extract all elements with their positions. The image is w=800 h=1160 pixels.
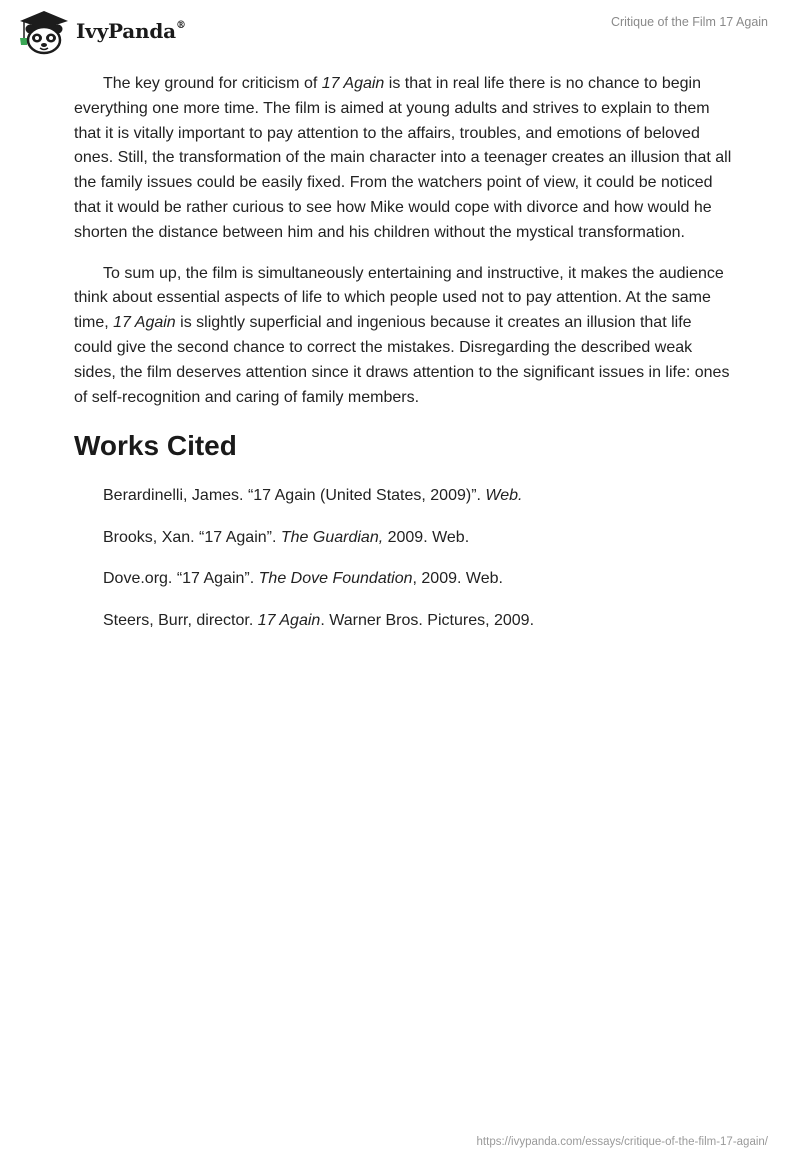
panda-graduate-icon (14, 7, 70, 55)
brand-logo[interactable] (14, 7, 186, 55)
brand-name: IvyPanda® (76, 19, 186, 43)
essay-content (74, 72, 734, 650)
film-title: 17 Again (113, 314, 176, 332)
citation-entry: Steers, Burr, director. 17 Again. Warner Bros. Pictures, 2009. (103, 611, 535, 629)
body-paragraph: To sum up, the film is simultaneously entertaining and instructive, it makes the audience think about essential aspects of life to which people used not to pay attention. At the same time, 17 Again is slightly superficial and ingenious because it creates an illusion that life could give the second chance to correct the mistakes. Disregarding the described weak sides, the film deserves attention since it draws attention to the significant issues in life: ones of self-recognition and caring of family members. (74, 264, 730, 406)
citation-entry: Brooks, Xan. “17 Again”. The Guardian, 2009. Web. (103, 528, 470, 546)
film-title: 17 Again (321, 75, 385, 92)
citation-entry: Dove.org. “17 Again”. The Dove Foundation, 2009. Web. (103, 570, 503, 588)
source-url-link[interactable]: https://ivypanda.com/essays/critique-of-the-film-17-again/ (476, 1136, 768, 1148)
body-paragraph: The key ground for criticism of 17 Again is that in real life there is no chance to begin everything one more time. The film is aimed at young adults and strives to explain to them that it is vitally important to pay attention to the affairs, troubles, and emotions of beloved ones. Still, the transformation of the main character into a teenager creates an illusion that all the family issues could be easily fixed. From the watchers point of view, it could be noticed that it would be rather curious to see how Mike would cope with divorce and how would he shorten the distance between him and his children without the mystical transformation. (74, 75, 732, 241)
registered-mark: ® (175, 20, 186, 32)
page-header (0, 0, 800, 64)
citation-entry: Berardinelli, James. “17 Again (United States, 2009)”. Web. (103, 487, 523, 505)
works-cited-heading: Works Cited (74, 430, 237, 462)
document-title: Critique of the Film 17 Again (610, 15, 768, 29)
